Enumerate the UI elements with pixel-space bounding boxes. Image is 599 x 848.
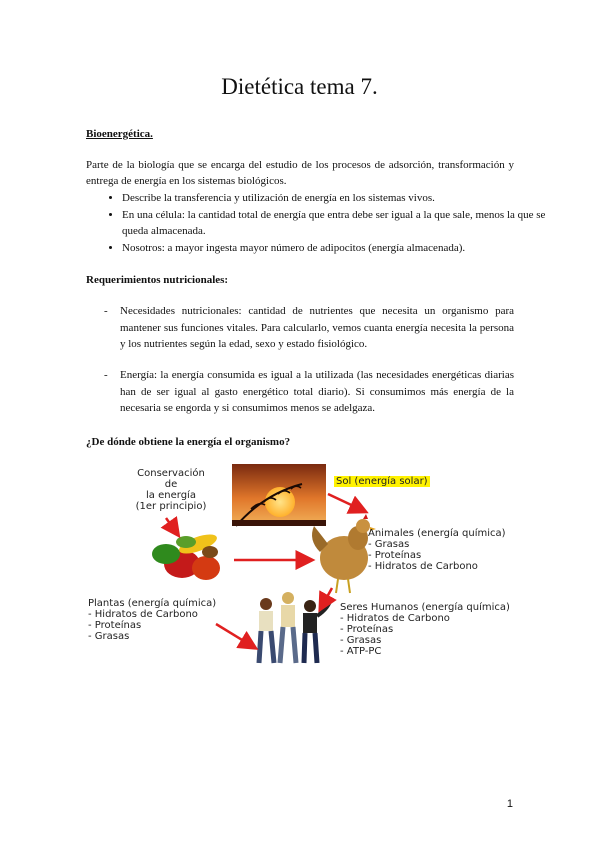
label-line: de [164, 479, 178, 490]
requerimiento-text: Necesidades nutricionales: cantidad de nutrientes que necesita un organismo para mantener sus funciones vitales. Para calcularlo, vemos cuanta energía necesita la persona y los nutrientes según la edad, sexo y estado fisiológico. [120, 305, 514, 350]
document-title: Dietética tema 7. [221, 74, 378, 99]
humans-image [259, 592, 331, 663]
list-item: • En una célula: la cantidad total de energía que entra debe ser igual a la que sale, menos la que se queda almacenada. [122, 207, 550, 240]
animales-label [368, 528, 506, 572]
section-heading-origen-energia: ¿De dónde obtiene la energía el organismo? [86, 436, 291, 448]
label-line: - Hidratos de Carbono [340, 613, 450, 624]
label-line: - Hidratos de Carbono [368, 561, 478, 572]
list-item [104, 367, 514, 417]
list-item: • Describe la transferencia y utilización de energía en los sistemas vivos. [122, 190, 550, 207]
label-line: - Proteínas [368, 550, 422, 561]
sol-label [334, 476, 430, 487]
conservacion-label [126, 468, 216, 512]
label-line: la energía [146, 490, 196, 501]
dash-marker: - [104, 305, 108, 317]
label-line: (1er principio) [135, 501, 207, 512]
humanos-label [340, 602, 510, 657]
section-heading-bioenergetica: Bioenergética. [86, 128, 153, 140]
sol-label-text: Sol (energía solar) [336, 476, 428, 487]
plantas-label [88, 598, 216, 642]
section-heading-requerimientos: Requerimientos nutricionales: [86, 274, 229, 286]
page-number: 1 [506, 798, 513, 810]
label-line: - Grasas [340, 635, 382, 646]
requerimiento-text: Energía: la energía consumida es igual a la utilizada (las necesidades energéticas diarias han de ser igual al gasto energético total diario). Si consumimos más energía de la necesaria se engorda y si consumimos menos se adelgaza. [120, 369, 514, 414]
vegetables-image [152, 531, 220, 580]
label-line: - Proteínas [88, 620, 142, 631]
label-line: Seres Humanos (energía química) [340, 602, 510, 613]
label-line: - Grasas [88, 631, 130, 642]
list-item: • Nosotros: a mayor ingesta mayor número de adipocitos (energía almacenada). [122, 240, 550, 257]
dash-marker: - [104, 369, 108, 381]
list-item [104, 303, 514, 353]
label-line: - Proteínas [340, 624, 394, 635]
label-line: Conservación [137, 468, 205, 479]
energy-flow-figure [86, 464, 516, 680]
bioenergetica-paragraph: Parte de la biología que se encarga del estudio de los procesos de adsorción, transformación y entrega de energía en los sistemas biológicos. [86, 159, 514, 187]
sunset-image [232, 464, 326, 526]
label-line: Animales (energía química) [368, 528, 506, 539]
label-line: - Hidratos de Carbono [88, 609, 198, 620]
label-line: - ATP-PC [340, 646, 382, 657]
bioenergetica-bullet-list [86, 190, 550, 256]
label-line: - Grasas [368, 539, 410, 550]
label-line: Plantas (energía química) [88, 598, 217, 609]
